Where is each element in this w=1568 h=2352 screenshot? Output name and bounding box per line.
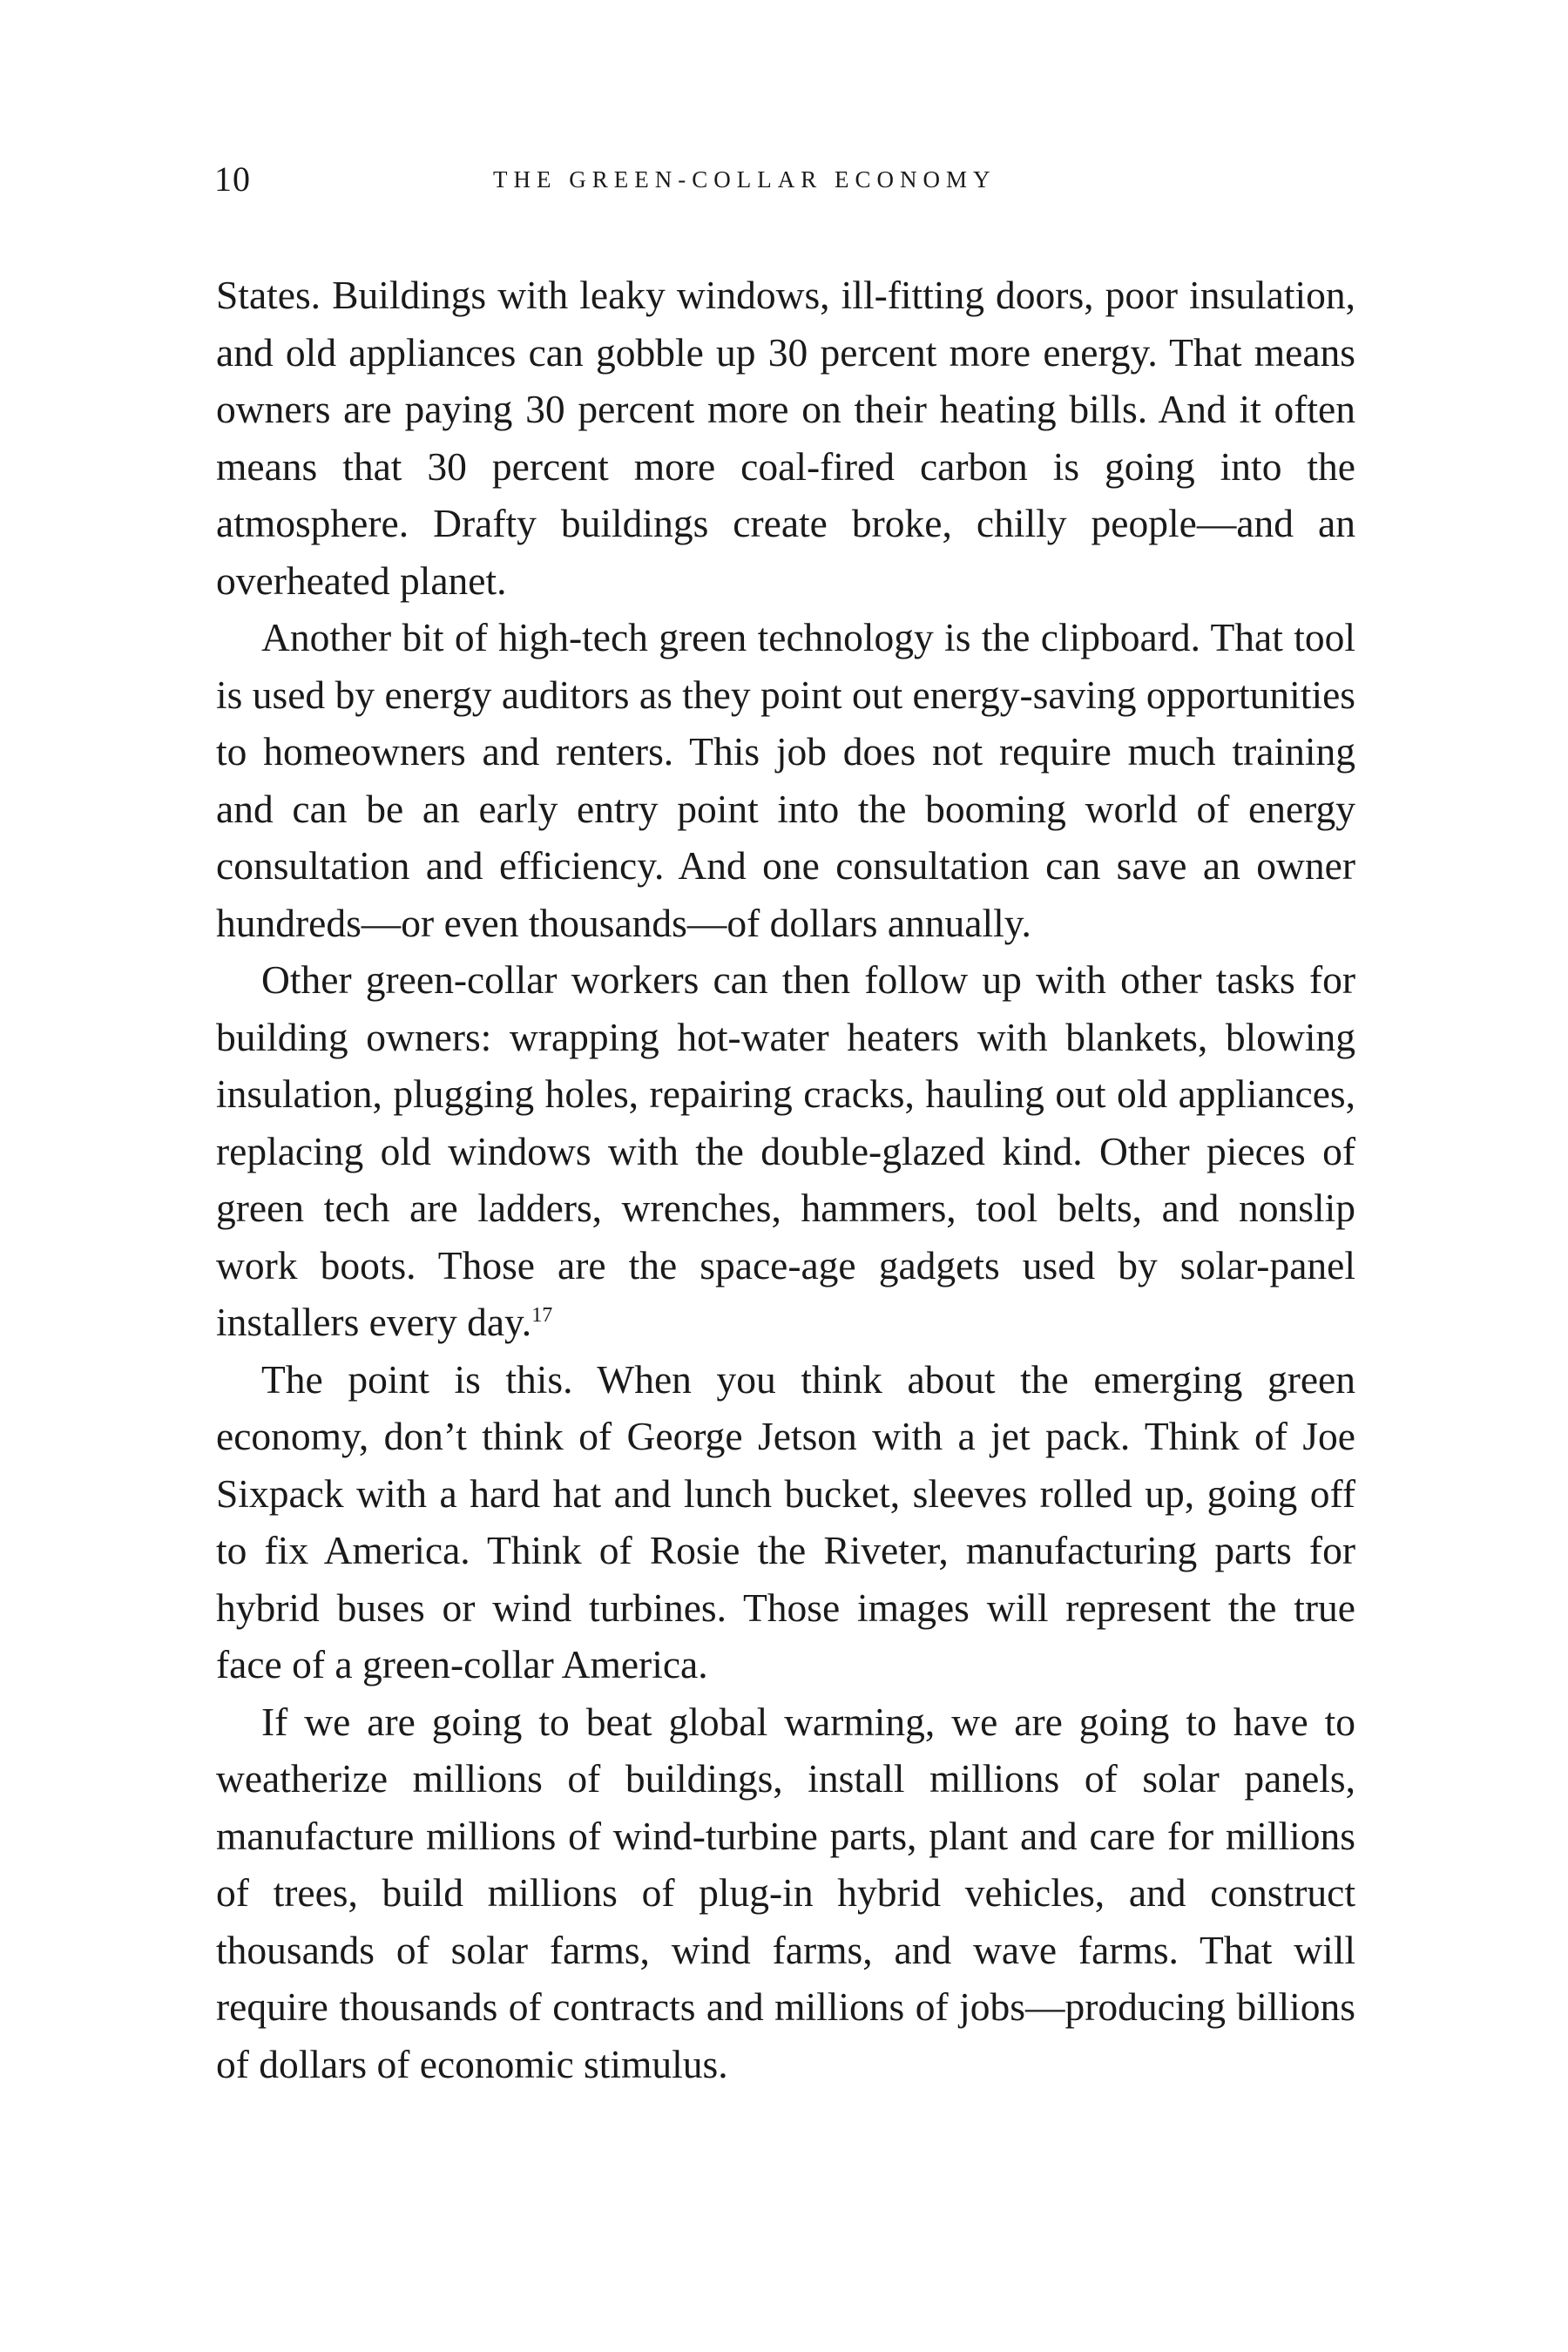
paragraph-1-text: States. Buildings with leaky windows, ill-fitting doors, poor insulation, and old appliances can gobble up 30 percent more energy. That means owners are paying 30 percent more on their heating bills. And it often means that 30 percent more coal-fired carbon is going into the atmosphere. Drafty buildings create broke, chilly people—and an overheated planet. <box>216 273 1355 603</box>
paragraph-4 <box>216 1351 1355 1693</box>
paragraph-5-text: If we are going to beat global warming, we are going to have to weatherize millions of buildings, install millions of solar panels, manufacture millions of wind-turbine parts, plant and care for millions of trees, build millions of plug-in hybrid vehicles, and construct thousands of solar farms, wind farms, and wave farms. That will require thousands of contracts and millions of jobs—producing billions of dollars of economic stimulus. <box>216 1699 1355 2086</box>
page-number: 10 <box>214 159 251 199</box>
body-text <box>216 267 1355 2092</box>
footnote-reference: 17 <box>531 1303 553 1327</box>
paragraph-3-text: Other green-collar workers can then follow up with other tasks for building owners: wrapping hot-water heaters with blankets, blowing insulation, plugging holes, repairing cracks, hauling out old appliances, replacing old windows with the double-glazed kind. Other pieces of green tech are ladders, wrenches, hammers, tool belts, and nonslip work boots. Those are the space-age gadgets used by solar-panel installers every day. <box>216 957 1355 1344</box>
paragraph-2-text: Another bit of high-tech green technology is the clipboard. That tool is used by energy auditors as they point out energy-saving opportunities to homeowners and renters. This job does not require much training and can be an early entry point into the booming world of energy consultation and efficiency. And one consultation can save an owner hundreds—or even thousands—of dollars annually. <box>216 615 1355 945</box>
paragraph-5 <box>216 1693 1355 2093</box>
paragraph-2 <box>216 609 1355 951</box>
paragraph-4-text: The point is this. When you think about the emerging green economy, don’t think of George Jetson with a jet pack. Think of Joe Sixpack with a hard hat and lunch bucket, sleeves rolled up, going off to fix America. Think of Rosie the Riveter, manufacturing parts for hybrid buses or wind turbines. Those images will represent the true face of a green-collar America. <box>216 1356 1355 1686</box>
running-head <box>214 153 1355 206</box>
paragraph-1 <box>216 267 1355 609</box>
paragraph-3 <box>216 951 1355 1351</box>
book-title: THE GREEN-COLLAR ECONOMY <box>493 166 997 193</box>
